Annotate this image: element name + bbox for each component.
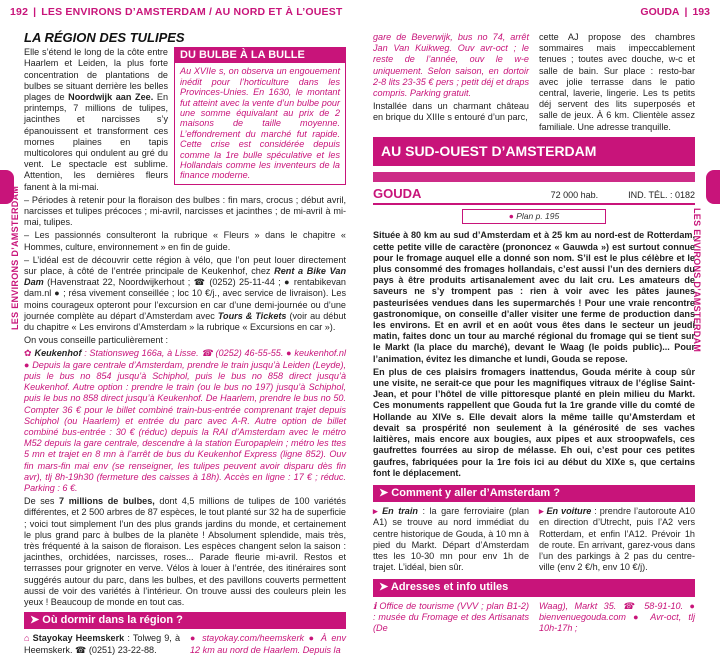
info-icon: ℹ <box>373 600 380 611</box>
box-heading-sleep: ➤ Où dormir dans la région ? <box>24 612 346 629</box>
page-number-right: 193 <box>692 6 710 18</box>
listing-keukenhof: ✿ Keukenhof : Stationsweg 166a, à Lisse. ☎ (0252) 46-55-55. ● keukenhof.nl ● Depuis la gare centrale d’Amsterdam, prendre le train jusqu’à Leiden (Leyde), puis le bus no 854 jusqu’à Schiphol, puis le bus no 858 direct jusqu’à Keukenhof. Autre option : prendre le train (ou le bus no 197) jusqu’à Schiphol, puis le bus no 858 direct jusqu’à Keukenhof. De Haarlem, prendre le bus no 50. Compter 36 € pour le billet combiné train-bus-entrée comprenant trajet depuis Schiphol (ou Haarlem) et entrée du parc avec A-R. Autre option de billet combiné bus-entrée : 30 € (réduc) depuis la RAI d’Amsterdam avec le métro M52 depuis la gare centrale, descendre à la station Europaplein ; métro les ttes 5 mn et trajet en 8 mn à l’arrêt de bus du Keukenhof Express (ligne 852). Ouv fin mars-fin mai env (se renseigner, les tulipes peuvent avoir disparu dès fin avr), tlj 8h-19h30 (fermeture des caisses à 18h). Accès en ligne : 17 € ; réduc. Parking : 6 €. <box>24 348 347 493</box>
right-page-column <box>373 32 695 634</box>
running-title-right: GOUDA <box>640 6 680 18</box>
section-banner-southwest: AU SUD-OUEST D’AMSTERDAM <box>373 137 695 166</box>
paragraph-recommend: On vous conseille particulièrement : <box>24 335 169 346</box>
section-band <box>373 172 695 182</box>
side-tab-right <box>706 170 720 204</box>
paragraph-bulbs: De ses 7 millions de bulbes, dont 4,5 millions de tulipes de 100 variétés différentes, et 2 500 arbres de 87 espèces, le tout planté sur 32 ha de superficie ; voici tout simplement l’un des plus grands jardins du monde, et certainement le plus grand parc à bulbes de la planète ! Absolument splendide, mais très, très fréquenté à la saison de floraison. Les espèces changent selon la saison : jacinthes, orchidées, narcisses, roses... Parade fleurie mi-avril. Restos et terrasses pour grignoter en verve. Vélos à louer à l’entrée, des itinéraires sont suggérés autour du parc, dans les bulbes, et des pavillons couverts permettent aussi de voir des variétés à l’intérieur. On trouve aussi des couleurs plein les yeux ! Beaucoup de monde en tout cas. <box>24 496 346 607</box>
flower-icon: ✿ <box>24 348 32 359</box>
stayokay-continued: gare de Beverwijk, bus no 74, arrêt Jan Van Kuikweg. Ouv avr-oct ; le reste de l’année, ouv le w-e uniquement. Selon saison, en dortoir 2-8 lits 23-35 € pers ; petit déj et draps compris. Parking gratuit. Installée dans un charmant château en brique du XIIIe s entouré d’un parc, cette AJ propose des chambres sommaires mais impeccablement tenues ; toutes avec douche, w-c et salle de bain. Sur place : resto-bar avec jolie terrasse dans le patio central, laverie, lingerie. Les ts petits déj servent des lits superposés et salle de jeux. À 6 km. Clientèle assez familiale. Une adresse tranquille. <box>373 32 695 132</box>
phone-code: IND. TÉL. : 0182 <box>628 190 695 201</box>
triangle-bullet-icon: ▸ <box>539 506 547 517</box>
header-left: 192 | LES ENVIRONS D’AMSTERDAM / AU NORD ET À L’OUEST <box>10 6 343 18</box>
listing-stayokay: ⌂ Stayokay Heemskerk : Tolweg 9, à Heemskerk. ☎ (0251) 23-22-88. ● stayokay.com/heemskerk ● À env 12 km au nord de Haarlem. Depuis la <box>24 633 346 655</box>
side-label-left: LES ENVIRONS D’AMSTERDAM <box>10 185 20 330</box>
plan-reference: ● Plan p. 195 <box>462 209 606 224</box>
inset-box-bulb <box>174 47 346 185</box>
bullet-icon: ● <box>508 211 517 222</box>
running-title-left: LES ENVIRONS D’AMSTERDAM / AU NORD ET À L’OUEST <box>41 6 343 18</box>
transport-car: ▸ En voiture : prendre l’autoroute A10 en direction d’Utrecht, puis l’A2 vers Rotterdam, et enfin l’A12. Prévoir 1h de route. En arrivant, garez-vous dans l’un des parkings à 2 pas du centre-ville (env 2 €/h, env 10 €/j). <box>539 506 696 573</box>
inset-title: DU BULBE À LA BULLE <box>175 48 345 63</box>
paragraph-gouda-history: En plus de ces plaisirs fromagers inattendus, Gouda mérite à coup sûr une visite, ne serait-ce que pour les magnifiques vitraux de l’église Saint-Jean, et pour l’hôtel de ville pittoresque planté en plein milieu du Markt. Ces monuments rappellent que Gouda fut la 1re grande ville du comté de Hollande au XIVe s. Elle devait alors la même taille qu’Amsterdam et devait sa prospérité non seulement à la générosité de ses vaches laitières, mais encore aux bougies, aux pipes et aux stroopwafels, ces gaufrettes fourrées au sirop de mélasse. Eh oui, c’est pour ces petites gaufres, fabriquées pour la 1re fois ici au début du XIXe s, que certains font le déplacement. <box>373 366 695 478</box>
paragraph-intro: Elle s’étend le long de la côte entre Haarlem et Leiden, la plus forte concentration de plantations de bulbes se situant derrière les belles plages de Noordwijk aan Zee. En printemps, 7 millions de tulipes, jacinthes et narcisses s’y épanouissent et transforment ces mornes plaines en tapis multicolores qui ondulent au gré du vent. Le spectacle est sublime. Attention, les dernières fleurs fanent à la mi-mai. <box>24 47 168 192</box>
arrow-icon: ➤ <box>379 581 391 594</box>
listing-tourist-office: ℹ Office de tourisme (VVV ; plan B1-2) : musée du Fromage et des Artisanats (De Waag), Markt 35. ☎ 58-91-10. ● bienvenuegouda.com ● Avr-oct, tlj 10h-17h ; <box>373 600 695 633</box>
paragraph-flowers: – Les passionnés consulteront la rubrique « Fleurs » dans le chapitre « Hommes, culture, environnement » en fin de guide. <box>24 230 346 252</box>
arrow-icon: ➤ <box>379 486 392 499</box>
transport-train: ▸ En train : la gare ferroviaire (plan A1) se trouve au nord immédiat du centre historique de Gouda, à 10 mn à pied du Markt. Départ d’Amsterdam ttes les 10-30 mn pour env 1h de trajet. L’idéal, bien sûr. <box>373 506 530 573</box>
arrow-icon: ➤ <box>30 614 43 627</box>
paragraph-periods: – Périodes à retenir pour la floraison des bulbes : fin mars, crocus ; début avril, narcisses et tulipes précoces ; mi-avril, narcisses et jacinthes ; de mi-avril à mi-mai, tulipes. <box>24 194 346 228</box>
box-heading-addresses: ➤ Adresses et info utiles <box>373 579 695 596</box>
transport-options <box>373 506 695 573</box>
left-page-column <box>24 32 346 656</box>
town-population: 72 000 hab. <box>550 190 599 201</box>
side-label-right: LES ENVIRONS D’AMSTERDAM <box>692 208 702 353</box>
triangle-bullet-icon: ▸ <box>373 506 383 517</box>
hostel-icon: ⌂ <box>24 633 30 644</box>
town-header-gouda <box>373 188 695 205</box>
header-right: GOUDA | 193 <box>640 6 710 18</box>
paragraph-gouda-intro: Située à 80 km au sud d’Amsterdam et à 25 km au nord-est de Rotterdam, cette petite ville de caractère (prononcez « Gauwda ») est surtout connue pour le fromage auquel elle a donné son nom. S’il est le plus célèbre et le plus consommé des fromages hollandais, c’est aussi l’un des derniers du pays à être produits artisanalement avec du lait cru. Les amateurs de saveurs ne s’y trompent pas : rien à voir avec les pâtes jaunes pasteurisées vendues dans les supermarchés ! Pour une vraie rencontre gastronomique, on conseille d’aller visiter une ferme de production dans les environs. Et en avril et en août vous êtes dans le secteur un jeudi matin, faites donc un tour au marché régional du fromage qui se tient sur le Markt (la place du marché), devant le Waag (le poids public)... Pour l’animation, évitez les dimanche et lundi, Gouda se repose. <box>373 230 695 364</box>
town-name: GOUDA <box>373 186 422 202</box>
inset-text: Au XVIIe s, on observa un engouement inédit pour l’horticulture dans les Provinces-Unies. En 1630, le montant fut atteint avec la vente d’un bulbe pour une somme équivalant au prix de 2 maisons de taille moyenne. L’effondrement du marché fut rapide. Cette crise est considérée depuis comme la 1re bulle spéculative et les Hollandais comme les inventeurs de la finance moderne. <box>180 66 340 181</box>
box-heading-getting-there: ➤ Comment y aller d’Amsterdam ? <box>373 485 695 502</box>
section-heading-tulips: LA RÉGION DES TULIPES <box>24 30 185 45</box>
page-number-left: 192 <box>10 6 29 18</box>
paragraph-bike: – L’idéal est de découvrir cette région à vélo, que l’on peut louer directement sur place, à côté de l’entrée principale de Keukenhof, chez Rent a Bike Van Dam (Havenstraat 22, Noordwijkerhout ; ☎ (0252) 25-11-44 ; ● rentabikevan dam.nl ● ; résa vivement conseillée ; loc 10 €/j., avec service de livraison). Les moins courageux opteront pour l’excursion en car d’une demi-journée ou d’une journée complète au départ d’Amsterdam avec Tours & Tickets (voir au début du chapitre « Les environs d’Amsterdam » la rubrique « Excursions en car »). <box>24 254 346 333</box>
